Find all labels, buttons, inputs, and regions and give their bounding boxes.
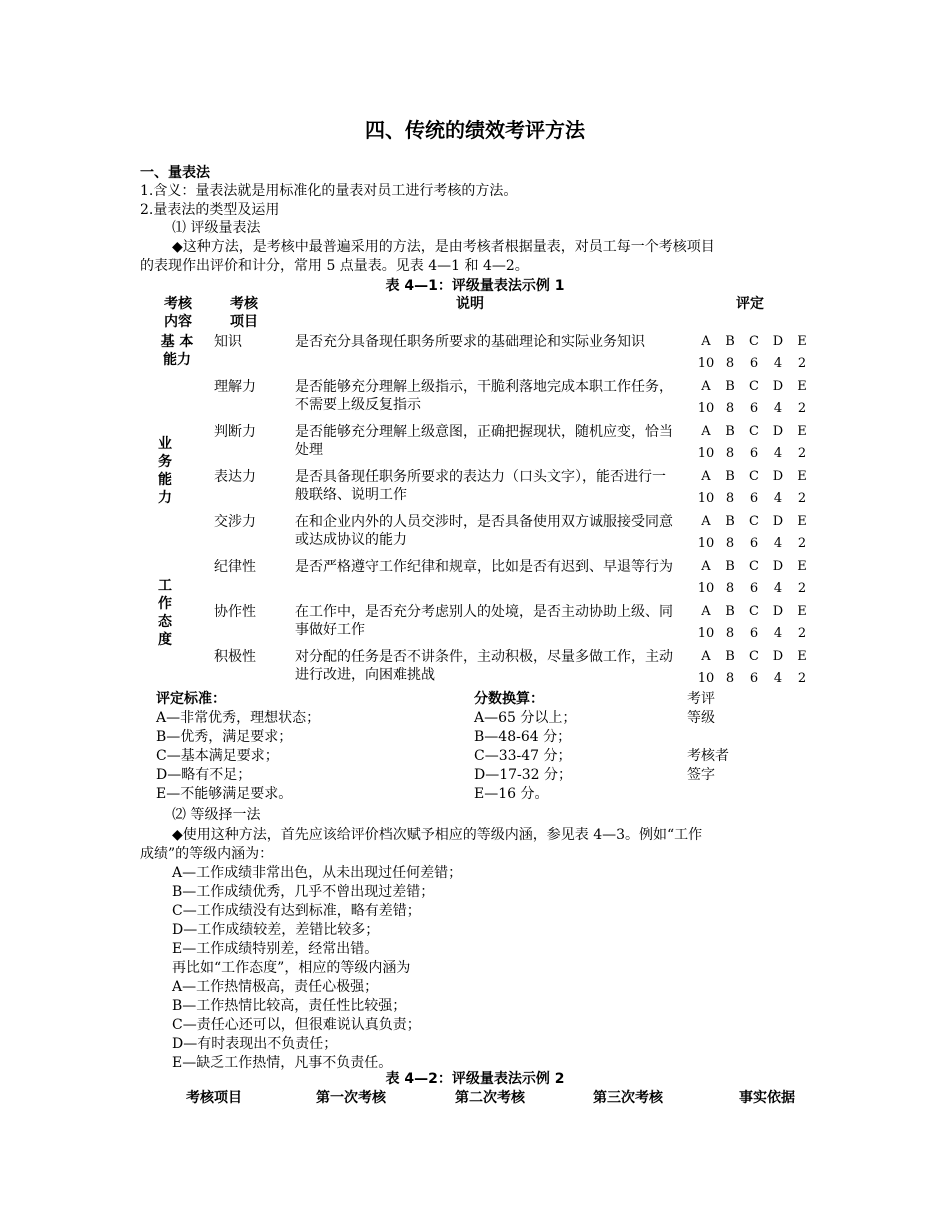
grade-score: 6 [749,536,759,551]
spacer [687,728,729,747]
category-basic [152,333,202,369]
row-desc: 是否充分具备现任职务所要求的基础理论和实际业务知识 [295,334,645,350]
category-basic-line2: 能力 [163,352,191,368]
grade-letter: D [772,424,784,439]
grade-letter: A [701,514,711,529]
row-grades [694,421,814,465]
grade-score: 10 [697,356,715,371]
category-char: 能 [158,472,172,488]
grade-score: 10 [697,446,715,461]
table2-header: 第三次考核 [593,1090,663,1106]
grade-letter: A [701,379,711,394]
grade-letter: B [725,514,735,529]
grade-letter: A [701,334,711,349]
row-item: 判断力 [214,424,256,440]
row-desc: 是否能够充分理解上级意图，正确把握现状，随机应变，恰当处理 [295,424,673,458]
grade-letter: A [701,424,711,439]
category-char: 工 [158,578,172,594]
grade-letter: C [749,379,759,394]
grade-score: 8 [725,671,735,686]
row-grades [694,601,814,645]
grade-score: 4 [773,671,783,686]
grade-letter: B [725,334,735,349]
row-desc: 是否严格遵守工作纪律和规章，比如是否有迟到、早退等行为 [295,559,673,575]
criteria-line: D—略有不足； [156,767,252,783]
category-char: 务 [158,454,172,470]
grade-score: 6 [749,581,759,596]
grade-letter: B [725,604,735,619]
rating-grade-label: 考评 [687,691,715,707]
subheading-grade-choice: ⑵ 等级择一法 [172,807,261,823]
page-title: 四、传统的绩效考评方法 [365,118,585,142]
grade-letter: E [797,469,807,484]
list-item: C—工作成绩没有达到标准，略有差错； [172,903,421,919]
grade-letter: C [749,559,759,574]
list-item: E—工作成绩特别差，经常出错。 [172,941,379,957]
table2-header: 考核项目 [186,1090,242,1106]
header-content-line1: 考核 [164,296,192,312]
grade-score: 6 [749,356,759,371]
criteria-line: C—基本满足要求； [156,748,279,764]
grade-score: 2 [797,536,807,551]
section-heading-scale: 一、量表法 [140,165,210,181]
paragraph-line: ◆使用这种方法，首先应该给评价档次赋予相应的等级内涵，参见表 4—3。例如“工作 [172,827,703,843]
row-desc: 是否能够充分理解上级指示，干脆利落地完成本职工作任务，不需要上级反复指示 [295,379,673,413]
grade-letter: C [749,469,759,484]
criteria-heading: 评定标准： [156,691,226,707]
list-item: E—缺乏工作热情，凡事不负责任。 [172,1055,393,1071]
row-item: 协作性 [214,604,256,620]
grade-score: 10 [697,536,715,551]
grade-letter: D [772,334,784,349]
conversion-line: D—17-32 分； [474,767,573,783]
row-grades [694,556,814,600]
grade-letter: E [797,379,807,394]
grade-letter: B [725,424,735,439]
list-item: A—工作成绩非常出色，从未出现过任何差错； [172,865,463,881]
category-char: 态 [158,614,172,630]
grade-score: 8 [725,356,735,371]
grade-score: 10 [697,401,715,416]
category-char: 作 [158,596,172,612]
grade-letter: E [797,334,807,349]
row-grades [694,511,814,555]
row-desc: 是否具备现任职务所要求的表达力（口头文字），能否进行一般联络、说明工作 [295,469,666,503]
grade-score: 2 [797,581,807,596]
conversion-heading: 分数换算： [474,691,544,707]
header-item-line1: 考核 [230,296,258,312]
grade-letter: A [701,604,711,619]
list-item: B—工作热情比较高，责任性比较强； [172,998,407,1014]
grade-letter: D [772,649,784,664]
grade-score: 4 [773,446,783,461]
grade-letter: B [725,379,735,394]
grade-score: 8 [725,446,735,461]
rating-grade-label: 等级 [687,710,715,726]
row-grades [694,376,814,420]
grade-score: 2 [797,626,807,641]
row-grades [694,646,814,690]
grade-letter: C [749,649,759,664]
criteria-line: A—非常优秀，理想状态； [156,710,321,726]
grade-letter: D [772,559,784,574]
grade-score: 2 [797,356,807,371]
table1-caption: 表 4—1：评级量表法示例 1 [385,278,565,294]
criteria-block [156,690,320,804]
header-item-line2: 项目 [230,314,258,330]
subheading-rating-scale: ⑴ 评级量表法 [172,220,261,236]
header-desc: 说明 [456,296,484,312]
row-item: 交涉力 [214,514,256,530]
grade-score: 4 [773,536,783,551]
signer-label: 考核者 [687,748,729,764]
table2-caption: 表 4—2：评级量表法示例 2 [385,1071,565,1087]
conversion-line: C—33-47 分； [474,748,572,764]
category-business [155,435,175,507]
conversion-line: B—48-64 分； [474,729,572,745]
grade-score: 6 [749,491,759,506]
grade-letter: D [772,604,784,619]
grade-score: 4 [773,581,783,596]
grade-score: 8 [725,581,735,596]
grade-letter: C [749,334,759,349]
grade-letter: C [749,514,759,529]
category-char: 业 [158,436,172,452]
grade-letter: B [725,649,735,664]
grade-score: 6 [749,671,759,686]
grade-letter: C [749,604,759,619]
grade-letter: B [725,559,735,574]
list-item: D—有时表现出不负责任； [172,1036,338,1052]
row-item: 积极性 [214,649,256,665]
grade-score: 4 [773,356,783,371]
row-desc: 对分配的任务是否不讲条件，主动积极，尽量多做工作，主动进行改进，向困难挑战 [295,649,673,683]
row-item: 知识 [214,334,242,350]
grade-letter: E [797,514,807,529]
criteria-line: B—优秀，满足要求； [156,729,293,745]
paragraph-line: ◆这种方法，是考核中最普遍采用的方法，是由考核者根据量表，对员工每一个考核项目 [172,239,715,255]
grade-letter: E [797,559,807,574]
grade-letter: D [772,469,784,484]
row-item: 表达力 [214,469,256,485]
grade-score: 4 [773,401,783,416]
grade-score: 8 [725,491,735,506]
grade-score: 10 [697,491,715,506]
paragraph-line: 成绩”的等级内涵为： [140,846,274,862]
category-char: 力 [158,490,172,506]
grade-score: 6 [749,401,759,416]
signature-block [687,690,729,785]
table2-header: 第一次考核 [316,1090,386,1106]
grade-score: 8 [725,401,735,416]
category-basic-line1: 基 本 [160,334,194,350]
grade-letter: B [725,469,735,484]
row-grades [694,466,814,510]
grade-letter: A [701,469,711,484]
row-desc: 在工作中，是否充分考虑别人的处境，是否主动协助上级、同事做好工作 [295,604,673,638]
header-content [156,295,200,331]
grade-score: 10 [697,626,715,641]
grade-letter: E [797,649,807,664]
grade-score: 2 [797,491,807,506]
grade-letter: E [797,424,807,439]
list-item: B—工作成绩优秀，几乎不曾出现过差错； [172,884,435,900]
grade-letter: C [749,424,759,439]
signer-label: 签字 [687,767,715,783]
row-item: 理解力 [214,379,256,395]
list-item: A—工作热情极高，责任心极强； [172,979,379,995]
grade-list-performance [172,864,462,1073]
paragraph-line: 再比如“工作态度”，相应的等级内涵为 [172,960,411,976]
row-item: 纪律性 [214,559,256,575]
grade-letter: D [772,514,784,529]
grade-score: 6 [749,446,759,461]
list-item: D—工作成绩较差，差错比较多； [172,922,380,938]
grade-score: 2 [797,401,807,416]
paragraph-line: 的表现作出评价和计分，常用 5 点量表。见表 4—1 和 4—2。 [140,258,529,274]
row-desc: 在和企业内外的人员交涉时，是否具备使用双方诚服接受同意或达成协议的能力 [295,514,673,548]
category-attitude [155,577,175,649]
types-text: 2.量表法的类型及运用 [140,202,280,218]
grade-score: 2 [797,446,807,461]
grade-letter: A [701,559,711,574]
grade-score: 2 [797,671,807,686]
grade-score: 4 [773,491,783,506]
grade-score: 8 [725,626,735,641]
category-char: 度 [158,632,172,648]
header-content-line2: 内容 [164,314,192,330]
header-item [222,295,266,331]
conversion-line: E—16 分。 [474,786,549,802]
grade-letter: D [772,379,784,394]
grade-score: 10 [697,581,715,596]
grade-score: 4 [773,626,783,641]
grade-letter: E [797,604,807,619]
header-rating: 评定 [736,296,764,312]
list-item: C—责任心还可以，但很难说认真负责； [172,1017,421,1033]
criteria-line: E—不能够满足要求。 [156,786,293,802]
table2-header: 第二次考核 [455,1090,525,1106]
definition-text: 1.含义：量表法就是用标准化的量表对员工进行考核的方法。 [140,183,518,199]
grade-score: 8 [725,536,735,551]
grade-score: 6 [749,626,759,641]
row-grades [694,331,814,375]
grade-letter: A [701,649,711,664]
conversion-block [474,690,576,804]
conversion-line: A—65 分以上； [474,710,577,726]
table2-header: 事实依据 [739,1090,795,1106]
grade-score: 10 [697,671,715,686]
